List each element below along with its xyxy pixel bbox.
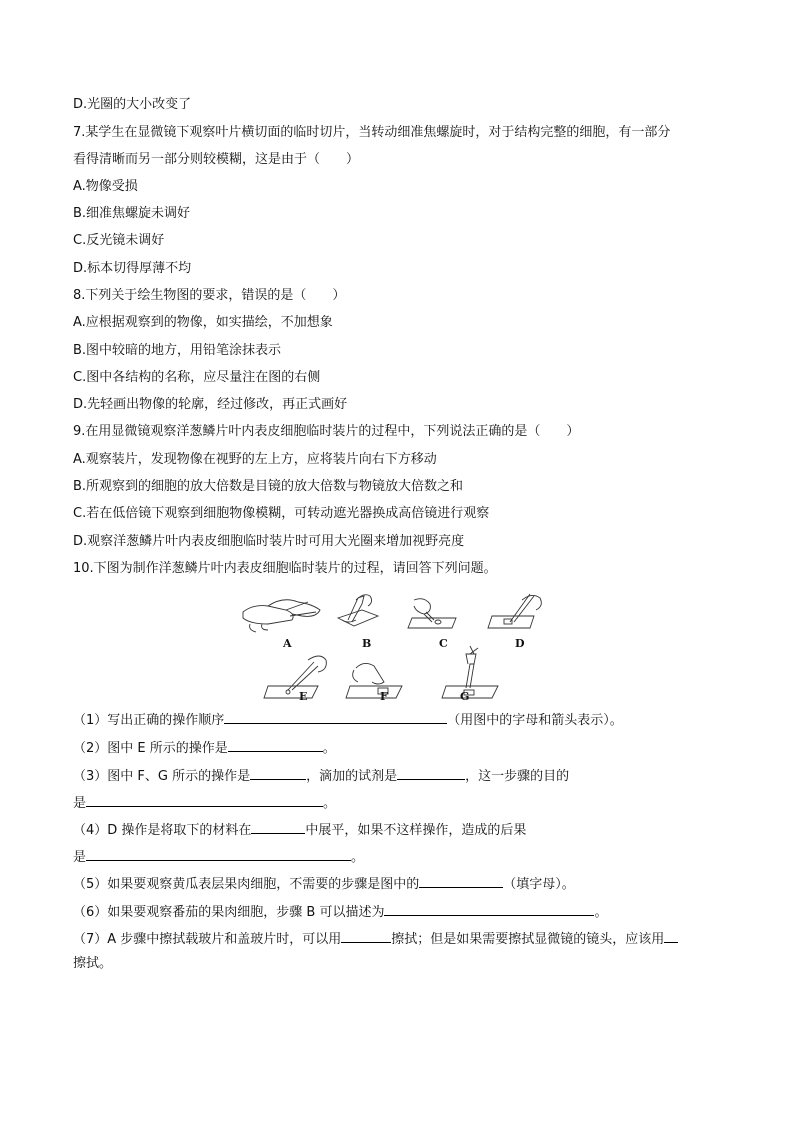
answer-blank-7a[interactable] [341,929,391,943]
subquestion-6 [73,902,607,921]
question-8-option-a: A.应根据观察到的物像，如实描绘，不加想象 [73,315,333,330]
answer-blank-3c[interactable] [86,793,323,807]
subquestion-7-cont [73,956,112,972]
question-9-option-d: D.观察洋葱鳞片叶内表皮细胞临时装片时可用大光圈来增加视野亮度 [73,534,465,549]
figure-label-d: D [515,637,525,650]
subquestion-7-end: 擦拭。 [73,956,113,971]
subquestion-3-reagent-text: ，滴加的试剂是 [306,769,398,784]
figure-step-c-illustration [408,599,456,628]
question-8-option-d: D.先轻画出物像的轮廓，经过修改，再正式画好 [73,397,348,412]
subquestion-3-cont-text: 是 [73,796,87,811]
figure-step-d-illustration [488,594,541,628]
subquestion-3-cont [73,793,336,812]
figure-label-e: E [299,690,308,703]
answer-blank-5[interactable] [419,874,503,888]
subquestion-6-end: 。 [594,905,608,920]
subquestion-5 [73,874,575,893]
subquestion-6-text: （6）如果要观察番茄的果肉细胞，步骤 B 可以描述为 [73,905,385,920]
figure-step-g-illustration [442,646,498,698]
subquestion-2-end: 。 [322,741,336,756]
question-8-option-c: C.图中各结构的名称，应尽量注在图的右侧 [73,370,321,385]
figure-label-c: C [439,637,448,650]
answer-blank-7b[interactable] [664,929,678,943]
question-9-option-c: C.若在低倍镜下观察到细胞物像模糊，可转动遮光器换成高倍镜进行观察 [73,506,490,521]
question-8-stem: 8.下列关于绘生物图的要求，错误的是（ ） [73,288,346,303]
answer-blank-3a[interactable] [250,766,306,780]
subquestion-4-cont-text: 是 [73,850,87,865]
answer-blank-6[interactable] [384,902,594,916]
question-9-stem: 9.在用显微镜观察洋葱鳞片叶内表皮细胞临时装片的过程中，下列说法正确的是（ ） [73,424,580,439]
question-7-option-b: B.细准焦螺旋未调好 [73,206,191,221]
subquestion-7 [73,929,678,948]
question-7-stem-cont: 看得清晰而另一部分则较模糊，这是由于（ ） [73,152,360,167]
answer-blank-4b[interactable] [86,847,351,861]
figure-step-b-illustration [338,595,378,626]
answer-blank-2[interactable] [228,738,323,752]
subquestion-5-text: （5）如果要观察黄瓜表层果肉细胞，不需要的步骤是图中的 [73,877,420,892]
answer-blank-3b[interactable] [397,766,465,780]
answer-blank-1[interactable] [224,710,447,724]
question-8-option-b: B.图中较暗的地方，用铅笔涂抹表示 [73,343,282,358]
subquestion-2-text: （2）图中 E 所示的操作是 [73,741,228,756]
subquestion-4-text: （4）D 操作是将取下的材料在 [73,823,252,838]
subquestion-5-hint: （填字母）。 [503,877,575,892]
subquestion-4-consequence-text: 中展平，如果不这样操作，造成的后果 [305,823,527,838]
subquestion-3 [73,766,569,785]
subquestion-4-cont [73,847,364,866]
figure-label-g: G [460,690,470,703]
figure-label-b: B [362,637,372,650]
line-d-aperture: D.光圈的大小改变了 [73,97,192,112]
figure-label-a: A [283,637,292,650]
figure-step-f-illustration [346,663,402,698]
question-9-option-b: B.所观察到的细胞的放大倍数是目镜的放大倍数与物镜放大倍数之和 [73,479,464,494]
subquestion-1-text: （1）写出正确的操作顺序 [73,713,225,728]
subquestion-1 [73,710,623,729]
figure-step-a-illustration [243,600,320,632]
figure-step-e-illustration [264,656,326,698]
question-7-stem: 7.某学生在显微镜下观察叶片横切面的临时切片，当转动细准焦螺旋时，对于结构完整的细胞，有一部分 [73,125,671,140]
subquestion-4 [73,820,526,839]
subquestion-2 [73,738,336,757]
subquestion-7-lens-text: 擦拭；但是如果需要擦拭显微镜的镜头，应该用 [391,932,665,947]
subquestion-7-text: （7）A 步骤中擦拭载玻片和盖玻片时，可以用 [73,932,342,947]
subquestion-1-hint: （用图中的字母和箭头表示）。 [447,713,623,728]
answer-blank-4a[interactable] [251,820,305,834]
subquestion-3-text: （3）图中 F、G 所示的操作是 [73,769,251,784]
subquestion-3-purpose-text: ，这一步骤的目的 [465,769,570,784]
question-7-option-c: C.反光镜未调好 [73,233,165,248]
subquestion-4-end: 。 [351,850,365,865]
question-7-option-d: D.标本切得厚薄不均 [73,261,192,276]
question-9-option-a: A.观察装片，发现物像在视野的左上方，应将装片向右下方移动 [73,452,437,467]
subquestion-3-end: 。 [323,796,337,811]
figure-label-f: F [380,690,388,703]
question-7-option-a: A.物像受损 [73,179,138,194]
question-10-stem: 10.下图为制作洋葱鳞片叶内表皮细胞临时装片的过程，请回答下列问题。 [73,561,497,576]
